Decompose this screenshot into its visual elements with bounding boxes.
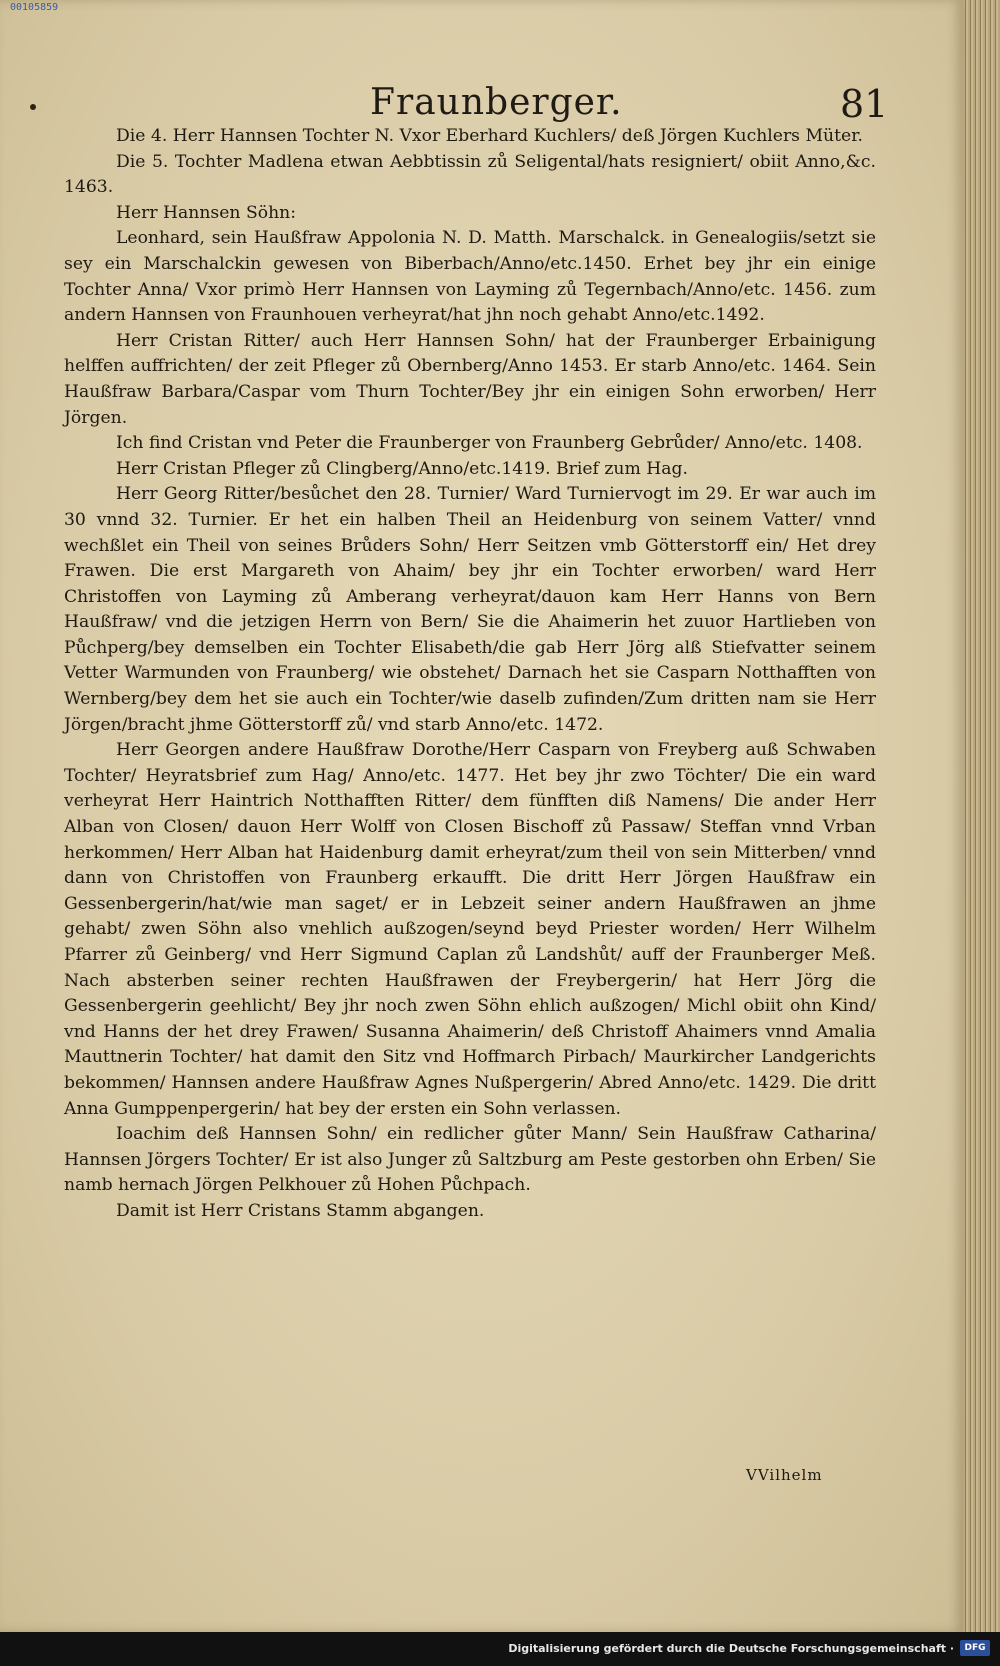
page-edge — [963, 0, 1000, 1632]
paragraph: Herr Georgen andere Haußfraw Dorothe/Herr Casparn von Freyberg auß Schwaben Tochter/ Heyratsbrief zum Hag/ Anno/etc. 1477. Het bey jhr zwo Töchter/ Die ein ward verheyrat Herr Haintrich Notthafften Ritter/ dem fünfften diß Namens/ Die ander Herr Alban von Closen/ dauon Herr Wolff von Closen Bischoff zů Passaw/ Steffan vnnd Vrban herkommen/ Herr Alban hat Haidenburg damit erheyrat/zum theil von sein Mitterben/ vnnd dann von Christoffen von Fraunberg erkaufft. Die dritt Herr Jörgen Haußfraw ein Gessenbergerin/hat/wie man saget/ er in Lebzeit seiner andern Haußfrawen an jhme gehabt/ zwen Söhn also vnehlich außzogen/seynd beyd Priester worden/ Herr Wilhelm Pfarrer zů Geinberg/ vnd Herr Sigmund Caplan zů Landshůt/ auff der Fraunberger Meß. Nach absterben seiner rechten Haußfrawen der Freybergerin/ hat Herr Jörg die Gessenbergerin geehlicht/ Bey jhr noch zwen Söhn ehlich außzogen/ Michl obiit ohn Kind/ vnd Hanns der het drey Frawen/ Susanna Ahaimerin/ deß Christoff Ahaimers vnnd Amalia Mauttnerin Tochter/ hat damit den Sitz vnd Hoffmarch Pirbach/ Maurkircher Landgerichts bekommen/ Hannsen andere Haußfraw Agnes Nußpergerin/ Abred Anno/etc. 1429. Die dritt Anna Gumppenpergerin/ hat bey der ersten ein Sohn verlassen. — [64, 740, 876, 1119]
footer-credit: Digitalisierung gefördert durch die Deutsche Forschungsgemeinschaft · — [508, 1642, 954, 1655]
paragraph: Damit ist Herr Cristans Stamm abgangen. — [116, 1200, 485, 1221]
paragraph: Die 5. Tochter Madlena etwan Aebbtissin zů Seligental/hats resigniert/ obiit Anno,&c. 1463. — [64, 151, 876, 198]
dfg-logo-icon: DFG — [960, 1640, 990, 1656]
text-block — [64, 124, 876, 1225]
catchword: VVilhelm — [746, 1466, 823, 1484]
paragraph: Ich find Cristan vnd Peter die Fraunberger von Fraunberg Gebrůder/ Anno/etc. 1408. — [116, 433, 863, 454]
page-number: 81 — [840, 82, 889, 126]
paragraph: Herr Cristan Ritter/ auch Herr Hannsen Sohn/ hat der Fraunberger Erbainigung helffen auffrichten/ der zeit Pfleger zů Obernberg/Anno 1453. Er starb Anno/etc. 1464. Sein Haußfraw Barbara/Caspar vom Thurn Tochter/Bey jhr ein einigen Sohn erworben/ Herr Jörgen. — [64, 330, 876, 428]
paragraph: Ioachim deß Hannsen Sohn/ ein redlicher gůter Mann/ Sein Haußfraw Catharina/ Hannsen Jörgers Tochter/ Er ist also Junger zů Saltzburg am Peste gestorben ohn Erben/ Sie namb hernach Jörgen Pelkhouer zů Hohen Půchpach. — [64, 1124, 876, 1196]
shelfmark-label: 00105859 — [10, 2, 59, 13]
paragraph: Herr Hannsen Söhn: — [116, 202, 297, 223]
paragraph: Herr Cristan Pfleger zů Clingberg/Anno/etc.1419. Brief zum Hag. — [116, 458, 688, 479]
paragraph: Herr Georg Ritter/besůchet den 28. Turnier/ Ward Turniervogt im 29. Er war auch im 30 vnnd 32. Turnier. Er het ein halben Theil an Heidenburg von seinem Vatter/ vnnd wechßlet ein Theil von seines Brůders Sohn/ Herr Seitzen vmb Götterstorff ein/ Het drey Frawen. Die erst Margareth von Ahaim/ bey jhr ein Tochter erworben/ ward Herr Christoffen von Layming zů Amberang verheyrat/dauon kam Herr Hanns von Bern Haußfraw/ vnd die jetzigen Herrn von Bern/ Sie die Ahaimerin het zuuor Hartlieben von Půchperg/bey demselben ein Tochter Elisabeth/die gab Herr Jörg alß Stiefvatter seinem Vetter Warmunden von Fraunberg/ wie obstehet/ Darnach het sie Casparn Notthafften von Wernberg/bey dem het sie auch ein Tochter/wie daselb zufinden/Zum dritten nam sie Herr Jörgen/bracht jhme Götterstorff zů/ vnd starb Anno/etc. 1472. — [64, 484, 876, 735]
paragraph: Leonhard, sein Haußfraw Appolonia N. D. Matth. Marschalck. in Genealogiis/setzt sie sey ein Marschalckin gewesen von Biberbach/Anno/etc.1450. Erhet bey jhr ein einige Tochter Anna/ Vxor primò Herr Hannsen von Layming zů Tegernbach/Anno/etc. 1456. zum andern Hannsen von Fraunhouen verheyrat/hat jhn noch gehabt Anno/etc.1492. — [64, 228, 876, 326]
paragraph: Die 4. Herr Hannsen Tochter N. Vxor Eberhard Kuchlers/ deß Jörgen Kuchlers Müter. — [116, 126, 863, 146]
running-head: Fraunberger. — [370, 82, 623, 123]
margin-dot — [30, 104, 36, 110]
footer-bar — [0, 1632, 1000, 1666]
